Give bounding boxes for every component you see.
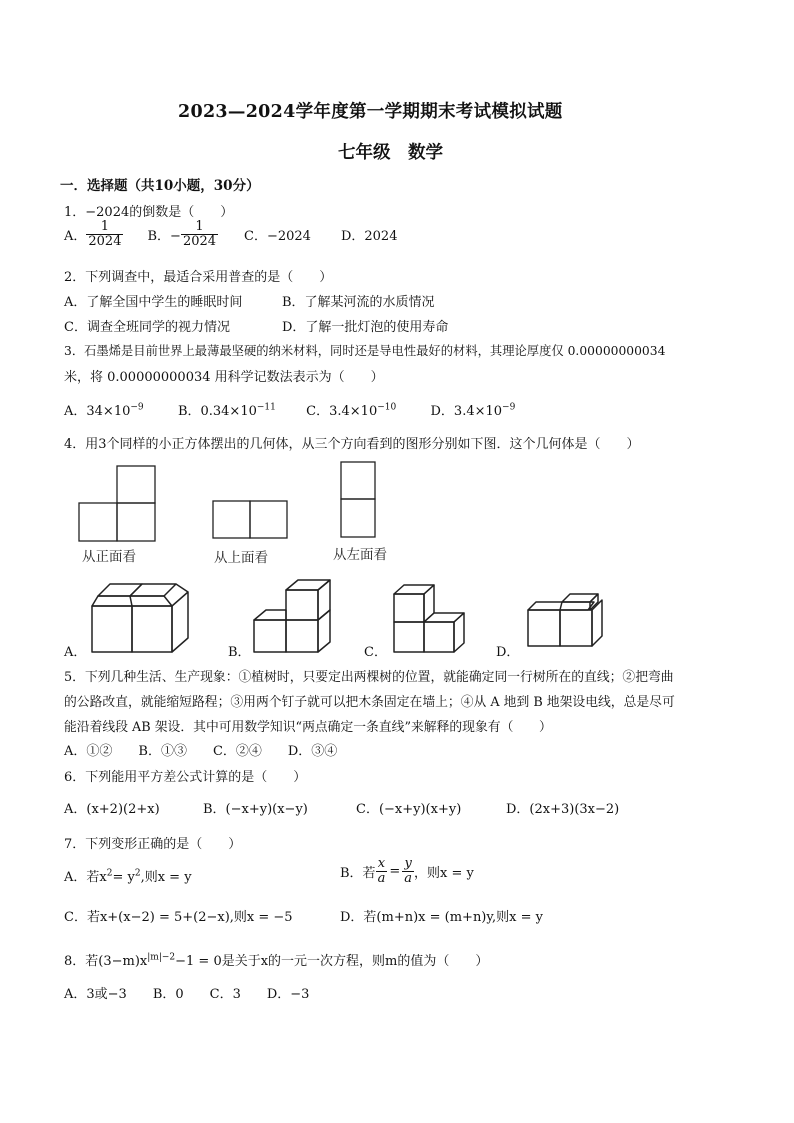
q3-d: D．$3.4\times 10^{-9}$ [430, 402, 516, 419]
q1-a-fraction: $\frac{1}{2024}$ [88, 219, 122, 249]
q1-b-fraction: $\frac{1}{2024}$ [182, 219, 217, 249]
q4-stem: 4．用3个同样的小正方体摆出的几何体，从三个方向看到的图形分别如下图．这个几何体是（ ） [64, 437, 640, 452]
option-b-solid [250, 578, 342, 656]
option-c-solid [390, 582, 466, 656]
q3-b: B．$0.34\times 10^{-11}$ [177, 402, 276, 419]
q1-b-label: B．− [147, 228, 181, 244]
front-view-caption: 从正面看 [82, 549, 136, 565]
q5-line1: 5．下列几种生活、生产现象：①植树时，只要定出两棵树的位置，就能确定同一行树所在的直线；②把弯曲 [64, 670, 674, 685]
q2-b: B．了解某河流的水质情况 [282, 295, 435, 310]
q7-b-frac-right: $\frac{y}{a}$ [404, 856, 412, 886]
q6-d: D．(2x+3)(3x−2) [506, 802, 620, 817]
top-view-caption: 从上面看 [214, 550, 268, 566]
q5-line3: 能沿着线段 AB 架设．其中可用数学知识“两点确定一条直线”来解释的现象有（ ） [64, 720, 552, 735]
q2-c: C．调查全班同学的视力情况 [64, 320, 230, 335]
exam-title: 2023—2024学年度第一学期期末考试模拟试题 [178, 102, 563, 122]
q8-options: A．3或−3 B．0 C．3 D．−3 [64, 987, 310, 1002]
left-view-figure [338, 459, 380, 541]
q6-c: C．(−x+y)(x+y) [356, 802, 462, 817]
q7-d: D．若(m+n)x = (m+n)y,则x = y [340, 910, 543, 925]
q5-line2: 的公路改直，就能缩短路程；③用两个钉子就可以把木条固定在墙上；④从 A 地到 B 地架设电线，总是尽可 [64, 695, 675, 710]
q7-b: B．若 $\frac{x}{a}$ = $\frac{y}{a}$ ，则x = y [340, 856, 474, 886]
q3-c: C．$3.4\times 10^{-10}$ [306, 402, 397, 419]
option-d-solid [524, 590, 624, 654]
q7-stem: 7．下列变形正确的是（ ） [64, 837, 242, 852]
q7-b-frac-left: $\frac{x}{a}$ [377, 856, 386, 886]
left-view-caption: 从左面看 [333, 547, 387, 563]
q3-options [64, 400, 515, 419]
q1-c: C．−2024 [244, 228, 311, 244]
q2-d: D．了解一批灯泡的使用寿命 [282, 320, 449, 335]
q4-opt-d-label: D． [496, 645, 520, 660]
q6-a: A．(x+2)(2+x) [64, 802, 160, 817]
q2-a: A．了解全国中学生的睡眠时间 [64, 295, 243, 310]
q2-stem: 2．下列调查中，最适合采用普查的是（ ） [64, 270, 333, 285]
exam-subtitle: 七年级 数学 [338, 143, 443, 163]
q3-a: A．$34\times 10^{-9}$ [64, 402, 144, 419]
q6-b: B．(−x+y)(x−y) [203, 802, 308, 817]
q4-opt-a-label: A． [64, 645, 87, 660]
q1-stem: 1．−2024的倒数是（ ） [64, 205, 234, 220]
q7-c: C．若x+(x−2) = 5+(2−x),则x = −5 [64, 910, 293, 925]
section-heading: 一．选择题（共10小题，30分） [60, 178, 260, 194]
q5-options: A．①② B．①③ C．②④ D．③④ [64, 744, 338, 759]
q8-stem: 8．若$(3-m)x^{|m|-2}-1 = 0$是关于x的一元一次方程，则m的值为（ ） [64, 952, 489, 969]
q3-line1: 3．石墨烯是目前世界上最薄最坚硬的纳米材料，同时还是导电性最好的材料，其理论厚度仅 0.00000000034 [64, 344, 666, 358]
q3-line2: 米，将 0.00000000034 用科学记数法表示为（ ） [64, 370, 384, 385]
q7-a: A．若$x^2= y^2$,则x = y [64, 868, 192, 885]
option-a-solid [84, 580, 196, 656]
top-view-figure [210, 498, 292, 542]
q4-opt-b-label: B． [228, 645, 251, 660]
q4-opt-c-label: C． [364, 645, 387, 660]
q1-d: D．2024 [340, 228, 398, 244]
q6-stem: 6．下列能用平方差公式计算的是（ ） [64, 770, 307, 785]
q1-options [64, 220, 397, 248]
q1-a-label: A． [64, 228, 87, 244]
front-view-figure [76, 464, 158, 544]
